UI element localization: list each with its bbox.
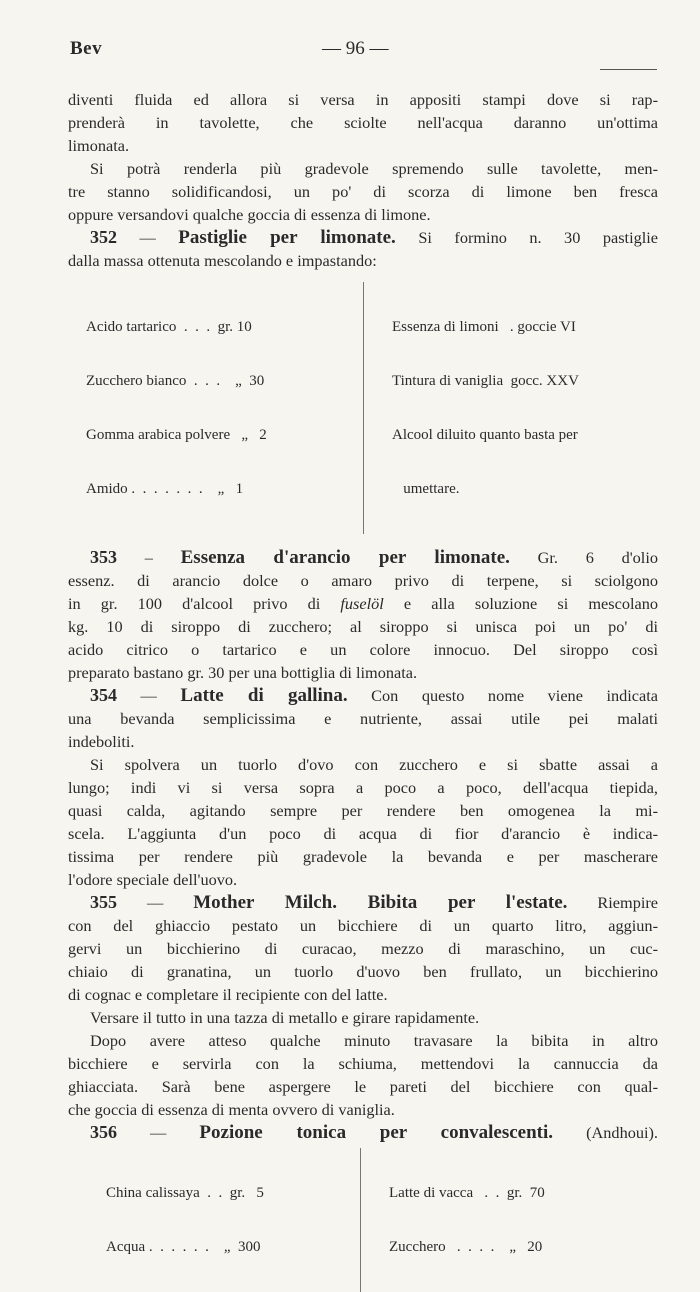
text-segment: Con questo nome viene indicata: [347, 686, 658, 705]
ingredient-row: Acqua . . . . . . „ 300: [106, 1239, 261, 1255]
text-line: essenz. di arancio dolce o amaro privo di terpene, si sciolgono: [68, 571, 658, 590]
text-line: tre stanno solidificandosi, un po' di scorza di limone ben fresca: [68, 182, 658, 201]
ingredients-right-column: [389, 1148, 545, 1292]
recipe-dash: —: [117, 228, 179, 247]
text-line: Si potrà renderla più gradevole spremendo sulle tavolette, men-: [90, 159, 658, 178]
text-segment: Si formino n. 30 pastiglie: [395, 228, 659, 247]
text-line: [68, 592, 658, 615]
ingredient-row: Tintura di vaniglia gocc. XXV: [392, 373, 579, 389]
recipe-title: Pozione tonica per convalescenti.: [199, 1122, 554, 1143]
ingredient-row: Amido . . . . . . . „ 1: [86, 481, 244, 497]
text-line: lungo; indi vi si versa sopra a poco a poco, dell'acqua tiepida,: [68, 778, 658, 797]
text-line: ghiacciata. Sarà bene aspergere le pareti del bicchiere con qual-: [68, 1077, 658, 1096]
text-line: limonata.: [68, 136, 130, 155]
text-segment: in gr. 100 d'alcool privo di: [68, 594, 341, 613]
text-line: quasi calda, agitando sempre per rendere ben omogenea la mi-: [68, 801, 658, 820]
ingredients-left-column: [86, 282, 363, 534]
ingredient-row: Alcool diluito quanto basta per: [392, 427, 578, 443]
recipe-dash: —: [117, 1123, 200, 1142]
text-line: kg. 10 di siroppo di zucchero; al siroppo si unisca poi un po' di: [68, 617, 658, 636]
text-line: Si spolvera un tuorlo d'ovo con zucchero e si sbatte assai a: [90, 755, 658, 774]
recipe-353-heading-line: [68, 546, 658, 569]
recipe-dash: –: [117, 548, 181, 567]
recipe-title: Essenza d'arancio per limonate.: [180, 547, 510, 568]
ingredient-row: Acido tartarico . . . gr. 10: [86, 319, 252, 335]
text-line: preparato bastano gr. 30 per una bottiglia di limonata.: [68, 663, 418, 682]
text-line: una bevanda semplicissima e nutriente, assai utile pei malati: [68, 709, 658, 728]
text-segment: Riempire: [567, 893, 659, 912]
ingredients-left-column: [106, 1148, 360, 1292]
text-line: oppure versandovi qualche goccia di essenza di limone.: [68, 205, 431, 224]
ingredient-row: Zucchero . . . . „ 20: [389, 1239, 543, 1255]
text-line: Versare il tutto in una tazza di metallo e girare rapidamente.: [90, 1008, 480, 1027]
text-segment: (Andhoui).: [553, 1123, 659, 1142]
recipe-dash: —: [117, 686, 181, 705]
text-line: dalla massa ottenuta mescolando e impastando:: [68, 251, 377, 270]
recipe-355-heading-line: [68, 891, 658, 914]
recipe-title: Latte di gallina.: [180, 685, 348, 706]
ingredient-row: China calissaya . . gr. 5: [106, 1185, 264, 1201]
text-line: scela. L'aggiunta d'un poco di acqua di fior d'arancio è indica-: [68, 824, 658, 843]
text-line: diventi fluida ed allora si versa in appositi stampi dove si rap-: [68, 90, 658, 109]
text-line: con del ghiaccio pestato un bicchiere di un quarto litro, aggiun-: [68, 916, 658, 935]
page-number: — 96 —: [322, 38, 389, 59]
ingredients-table-356: [106, 1148, 658, 1292]
text-line: indeboliti.: [68, 732, 135, 751]
ingredient-row: Gomma arabica polvere „ 2: [86, 427, 267, 443]
ingredient-row: Zucchero bianco . . . „ 30: [86, 373, 265, 389]
text-line: Dopo avere atteso qualche minuto travasare la bibita in altro: [90, 1031, 658, 1050]
ingredient-row: umettare.: [392, 481, 460, 497]
italic-term: fuselöl: [340, 594, 384, 613]
column-divider: [360, 1148, 381, 1292]
recipe-number: 354: [90, 685, 117, 705]
recipe-356-heading-line: [68, 1121, 658, 1144]
text-line: di cognac e completare il recipiente con del latte.: [68, 985, 388, 1004]
text-line: gervi un bicchierino di curacao, mezzo di maraschino, un cuc-: [68, 939, 658, 958]
recipe-title: Pastiglie per limonate.: [178, 227, 396, 248]
text-line: acido citrico o tartarico e un colore innocuo. Del siroppo così: [68, 640, 658, 659]
text-segment: e alla soluzione si mescolano: [383, 594, 658, 613]
body-text: [68, 88, 658, 1292]
column-divider: [363, 282, 384, 534]
recipe-number: 356: [90, 1122, 117, 1142]
text-line: che goccia di essenza di menta ovvero di vaniglia.: [68, 1100, 395, 1119]
running-head: Bev: [70, 38, 103, 59]
ingredient-row: Latte di vacca . . gr. 70: [389, 1185, 545, 1201]
recipe-number: 355: [90, 892, 117, 912]
header-rule: [600, 69, 657, 70]
text-line: prenderà in tavolette, che sciolte nell'acqua daranno un'ottima: [68, 113, 658, 132]
recipe-number: 352: [90, 227, 117, 247]
recipe-number: 353: [90, 547, 117, 567]
ingredient-row: Essenza di limoni . goccie VI: [392, 319, 576, 335]
recipe-dash: —: [117, 893, 194, 912]
text-line: bicchiere e servirla con la schiuma, mettendovi la cannuccia da: [68, 1054, 658, 1073]
ingredients-right-column: [392, 282, 579, 534]
recipe-354-heading-line: [68, 684, 658, 707]
ingredients-table-352: [86, 282, 658, 534]
text-line: tissima per rendere più gradevole la bevanda e per mascherare: [68, 847, 658, 866]
recipe-352-heading-line: [68, 226, 658, 249]
text-line: l'odore speciale dell'uovo.: [68, 870, 238, 889]
text-line: chiaio di granatina, un tuorlo d'uovo ben frullato, un bicchierino: [68, 962, 658, 981]
text-segment: Gr. 6 d'olio: [509, 548, 658, 567]
recipe-title: Mother Milch. Bibita per l'estate.: [193, 892, 568, 913]
